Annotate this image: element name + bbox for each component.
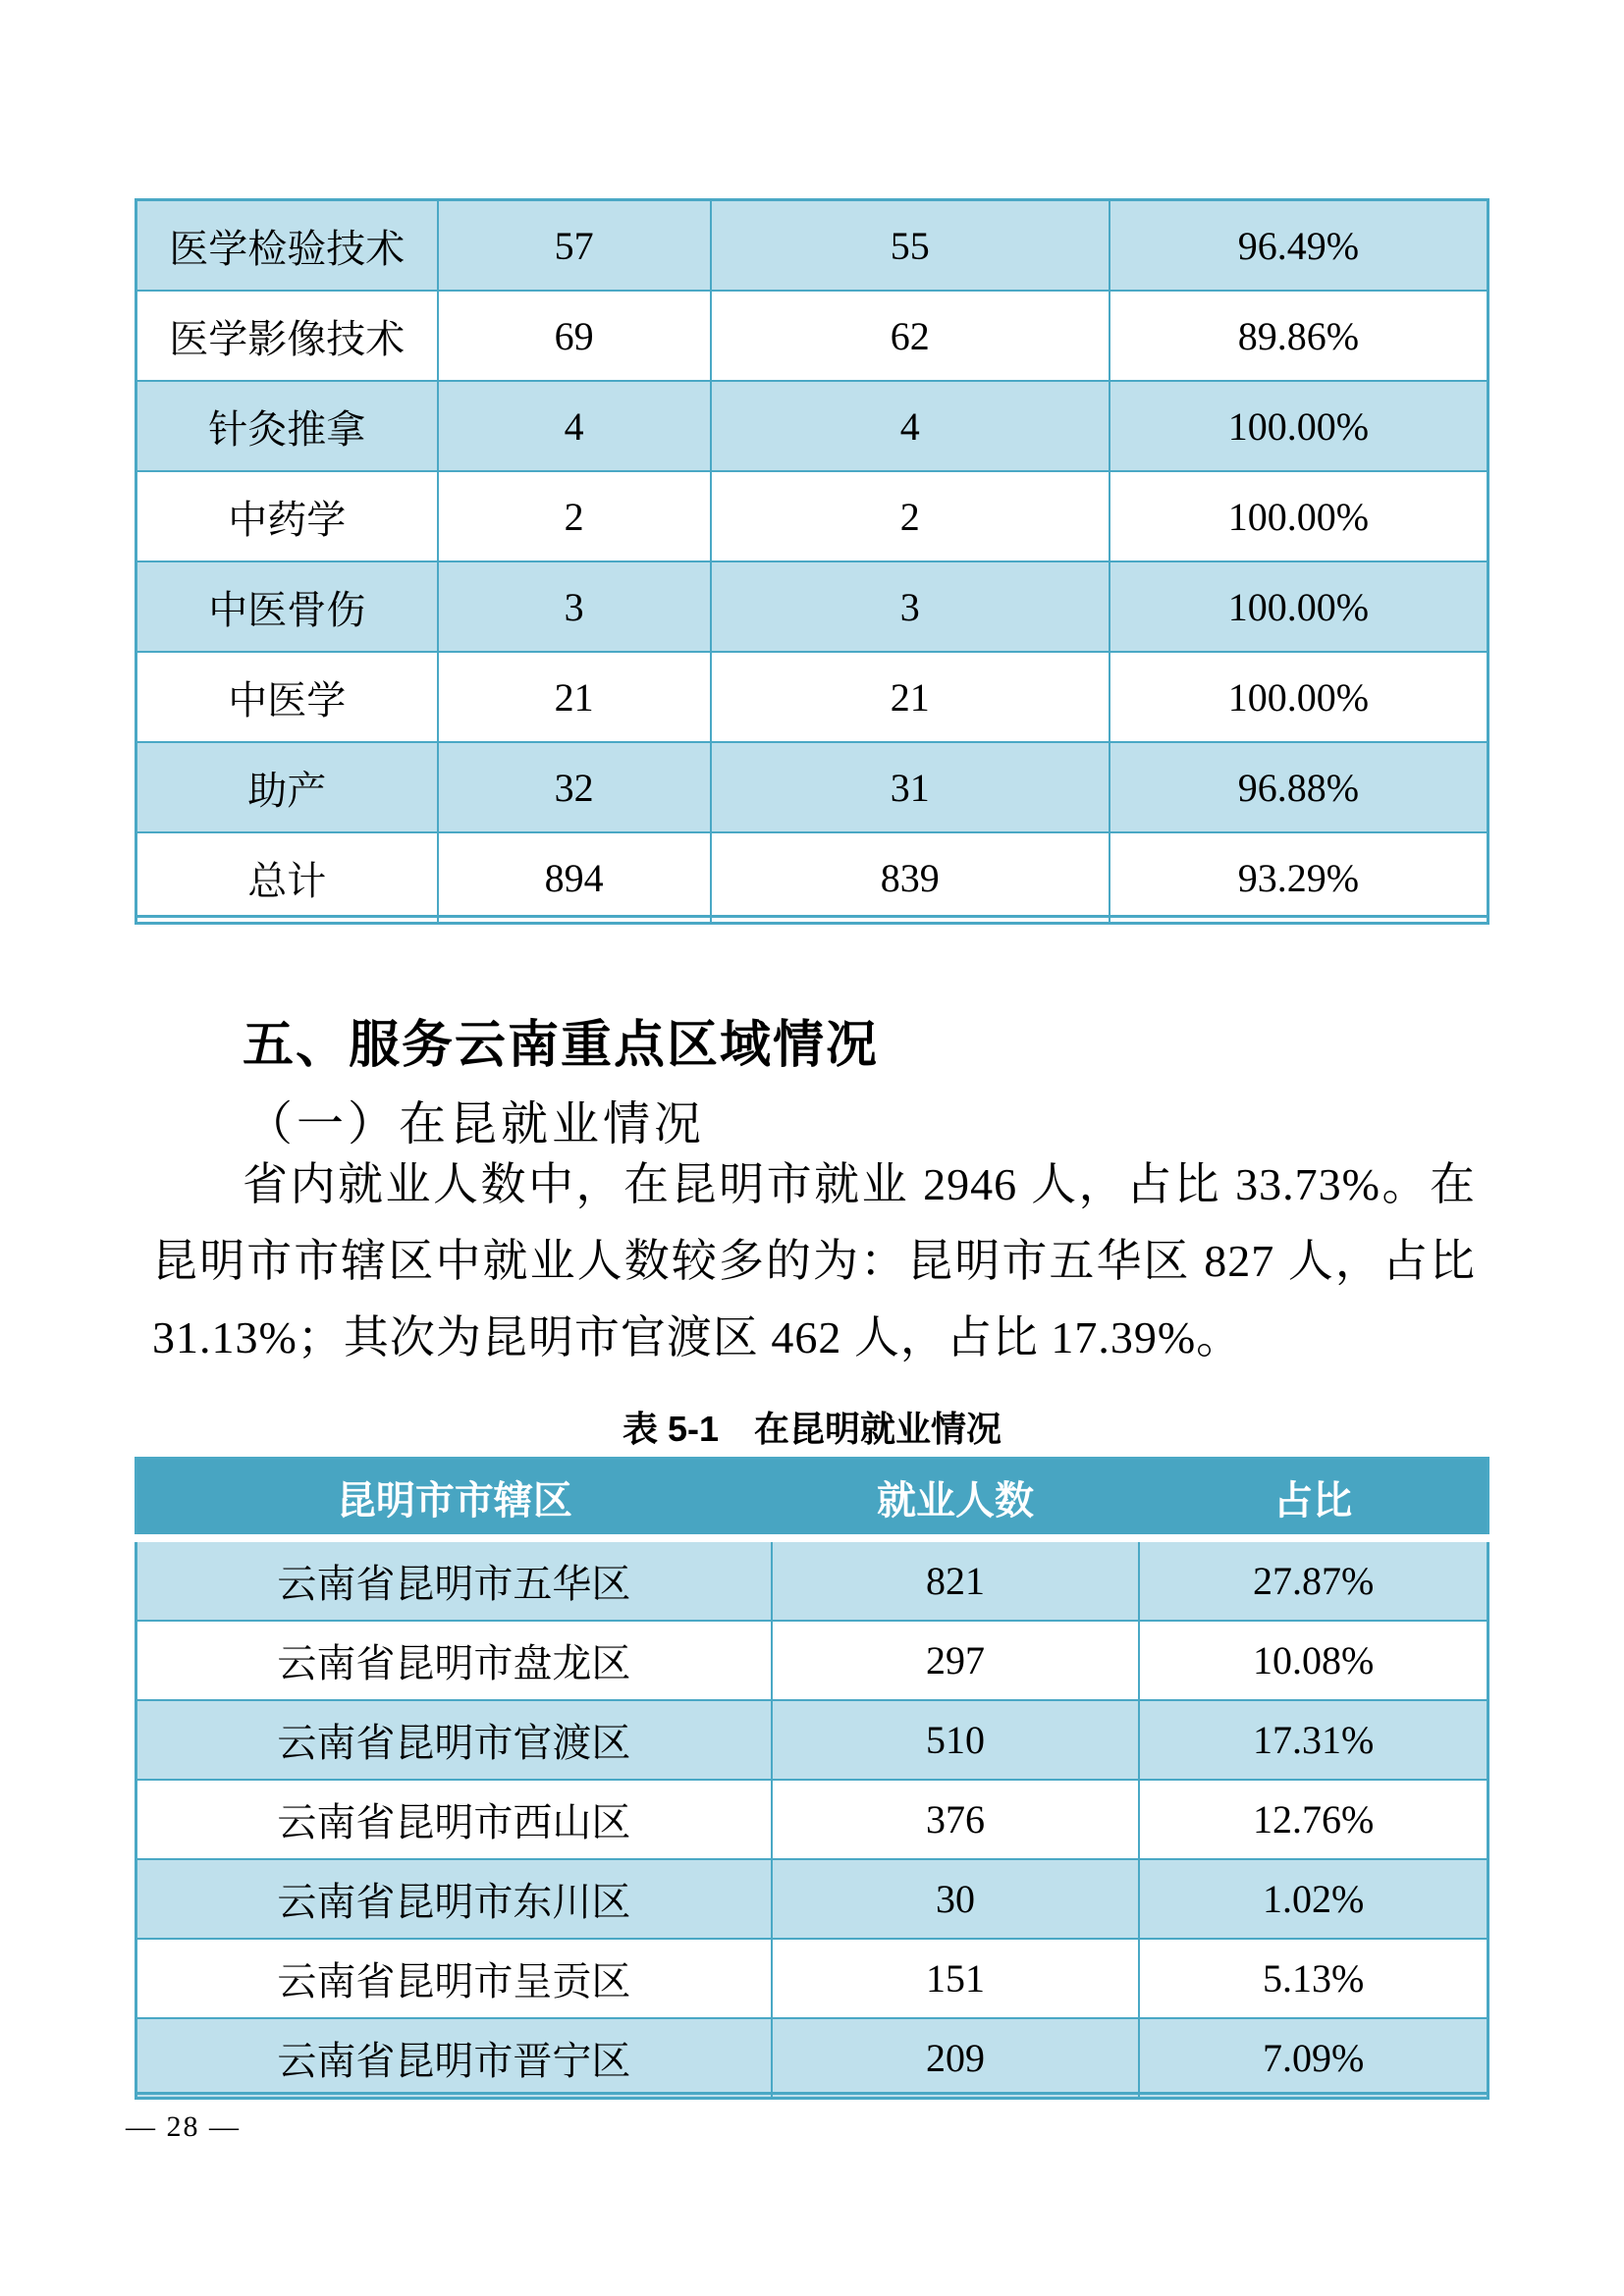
table-header-row [136, 1459, 1489, 1539]
table-row-total [136, 832, 1489, 924]
cell-rate: 100.00% [1110, 652, 1489, 742]
table-row [136, 1859, 1489, 1939]
cell-district: 云南省昆明市西山区 [136, 1780, 772, 1859]
cell-count: 3 [711, 561, 1110, 652]
cell-share: 12.76% [1139, 1780, 1488, 1859]
cell-count: 31 [711, 742, 1110, 832]
kunming-employment-table [135, 1457, 1489, 2100]
cell-district: 云南省昆明市晋宁区 [136, 2018, 772, 2099]
cell-district: 云南省昆明市东川区 [136, 1859, 772, 1939]
cell-rate: 100.00% [1110, 471, 1489, 561]
cell-district: 云南省昆明市呈贡区 [136, 1939, 772, 2018]
cell-count: 839 [711, 832, 1110, 924]
cell-district: 云南省昆明市官渡区 [136, 1700, 772, 1780]
section-subheading: （一）在昆就业情况 [245, 1098, 706, 1150]
cell-count: 21 [438, 652, 711, 742]
table-row [136, 2018, 1489, 2099]
cell-share: 27.87% [1139, 1538, 1488, 1621]
cell-count: 4 [438, 381, 711, 471]
cell-count: 2 [438, 471, 711, 561]
cell-count: 151 [772, 1939, 1140, 2018]
table-row [136, 1780, 1489, 1859]
cell-share: 10.08% [1139, 1621, 1488, 1700]
cell-rate: 93.29% [1110, 832, 1489, 924]
cell-count: 4 [711, 381, 1110, 471]
cell-rate: 96.49% [1110, 200, 1489, 292]
table-row [136, 200, 1489, 292]
page-number: — 28 — [126, 2110, 241, 2143]
cell-district: 云南省昆明市五华区 [136, 1538, 772, 1621]
table-row [136, 561, 1489, 652]
cell-major: 总计 [136, 832, 438, 924]
table-row [136, 1538, 1489, 1621]
cell-major: 中医骨伤 [136, 561, 438, 652]
cell-major: 中医学 [136, 652, 438, 742]
table-row [136, 1700, 1489, 1780]
header-district: 昆明市市辖区 [136, 1459, 772, 1539]
cell-rate: 96.88% [1110, 742, 1489, 832]
cell-count: 894 [438, 832, 711, 924]
table-bottom-rule [135, 915, 1489, 918]
header-share: 占比 [1139, 1459, 1488, 1539]
cell-count: 69 [438, 291, 711, 381]
section-heading: 五、服务云南重点区域情况 [243, 1017, 880, 1074]
cell-rate: 100.00% [1110, 381, 1489, 471]
table-row [136, 381, 1489, 471]
cell-major: 中药学 [136, 471, 438, 561]
cell-district: 云南省昆明市盘龙区 [136, 1621, 772, 1700]
cell-count: 32 [438, 742, 711, 832]
body-paragraph: 省内就业人数中，在昆明市就业 2946 人，占比 33.73%。在昆明市市辖区中就业人数较多的为：昆明市五华区 827 人，占比 31.13%；其次为昆明市官渡区 462 人，占比 17.39%。 [152, 1159, 1476, 1362]
cell-rate: 89.86% [1110, 291, 1489, 381]
cell-major: 助产 [136, 742, 438, 832]
cell-share: 5.13% [1139, 1939, 1488, 2018]
cell-count: 297 [772, 1621, 1140, 1700]
cell-rate: 100.00% [1110, 561, 1489, 652]
header-employed-count: 就业人数 [772, 1459, 1140, 1539]
table-row [136, 742, 1489, 832]
table-bottom-rule [135, 2092, 1489, 2095]
table-row [136, 1939, 1489, 2018]
majors-employment-table [135, 198, 1489, 925]
cell-count: 2 [711, 471, 1110, 561]
cell-count: 376 [772, 1780, 1140, 1859]
table-row [136, 652, 1489, 742]
cell-count: 21 [711, 652, 1110, 742]
cell-count: 3 [438, 561, 711, 652]
table-caption: 表 5-1 在昆明就业情况 [622, 1409, 1002, 1449]
cell-count: 30 [772, 1859, 1140, 1939]
cell-major: 针灸推拿 [136, 381, 438, 471]
cell-count: 209 [772, 2018, 1140, 2099]
cell-count: 62 [711, 291, 1110, 381]
cell-count: 55 [711, 200, 1110, 292]
table-row [136, 291, 1489, 381]
table-row [136, 471, 1489, 561]
cell-share: 17.31% [1139, 1700, 1488, 1780]
cell-share: 1.02% [1139, 1859, 1488, 1939]
cell-major: 医学影像技术 [136, 291, 438, 381]
cell-count: 821 [772, 1538, 1140, 1621]
cell-share: 7.09% [1139, 2018, 1488, 2099]
table-row [136, 1621, 1489, 1700]
cell-count: 57 [438, 200, 711, 292]
cell-count: 510 [772, 1700, 1140, 1780]
cell-major: 医学检验技术 [136, 200, 438, 292]
